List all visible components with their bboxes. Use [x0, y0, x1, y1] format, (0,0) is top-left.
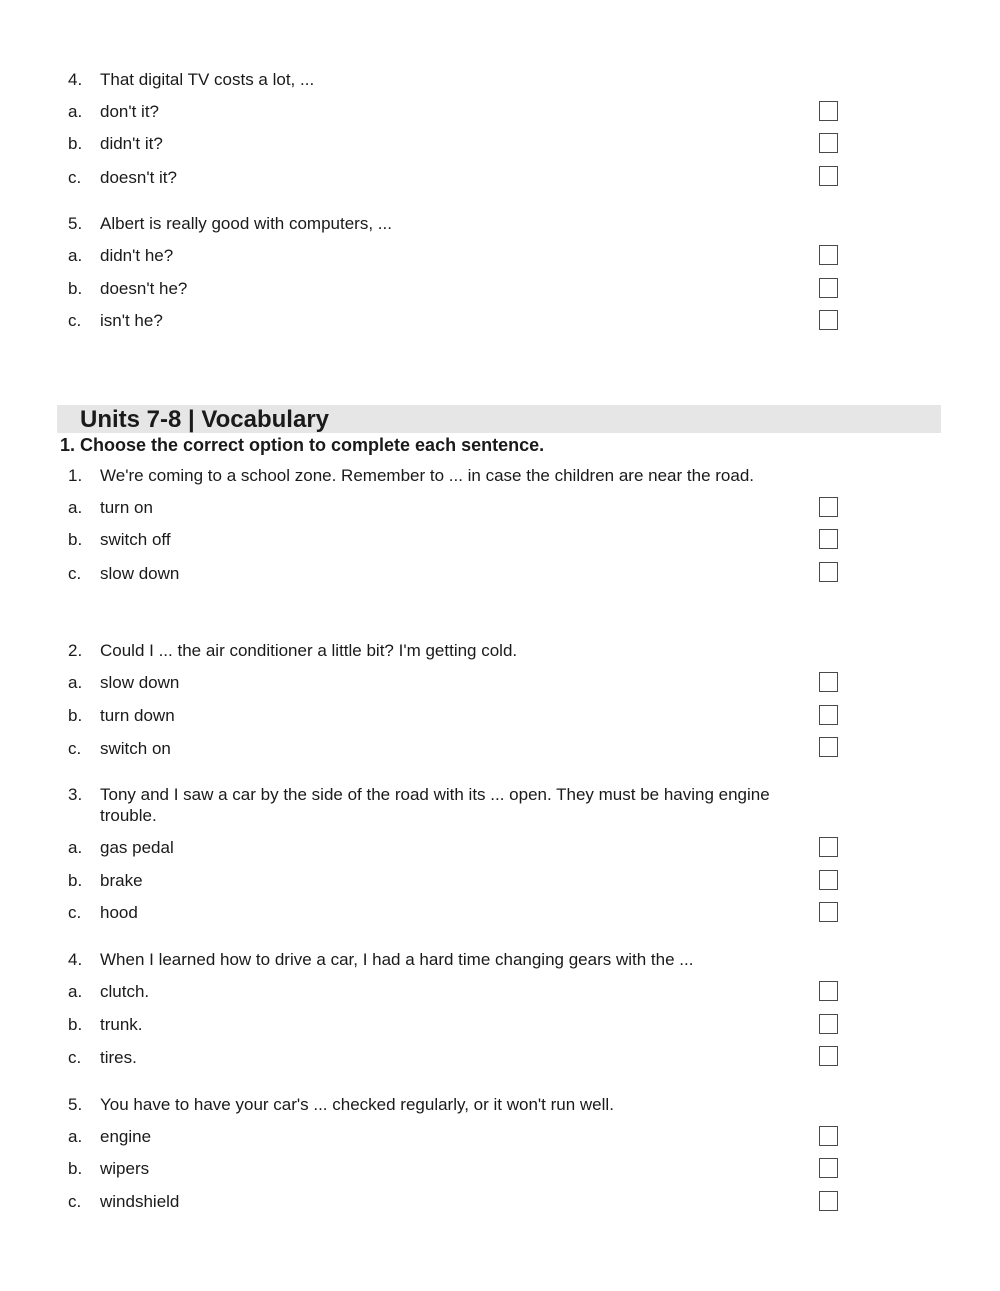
question-number: 5. [68, 214, 83, 233]
option-letter: a. [68, 246, 83, 265]
question-number: 4. [68, 950, 83, 969]
answer-checkbox[interactable] [819, 705, 838, 725]
option-letter: a. [68, 838, 83, 857]
answer-checkbox[interactable] [819, 981, 838, 1001]
answer-checkbox[interactable] [819, 278, 838, 298]
question-text: That digital TV costs a lot, ... [100, 70, 315, 89]
question-number: 2. [68, 641, 83, 660]
section-instruction: 1. Choose the correct option to complete each sentence. [60, 435, 545, 455]
option-text: brake [100, 871, 143, 890]
option-text: doesn't he? [100, 279, 188, 298]
question-text: Albert is really good with computers, ... [100, 214, 392, 233]
option-text: trunk. [100, 1015, 143, 1034]
option-text: hood [100, 903, 138, 922]
option-letter: a. [68, 1127, 83, 1146]
option-letter: b. [68, 1159, 83, 1178]
question-text: Tony and I saw a car by the side of the road with its ... open. They must be having engine trouble. [100, 785, 770, 825]
answer-checkbox[interactable] [819, 529, 838, 549]
option-letter: c. [68, 1192, 82, 1211]
answer-checkbox[interactable] [819, 1014, 838, 1034]
answer-checkbox[interactable] [819, 1046, 838, 1066]
option-letter: b. [68, 279, 83, 298]
question-number: 5. [68, 1095, 83, 1114]
option-text: switch on [100, 739, 171, 758]
option-text: gas pedal [100, 838, 174, 857]
answer-checkbox[interactable] [819, 245, 838, 265]
question-number: 1. [68, 466, 83, 485]
option-text: clutch. [100, 982, 150, 1001]
option-letter: b. [68, 134, 83, 153]
option-letter: c. [68, 903, 82, 922]
option-letter: a. [68, 102, 83, 121]
option-letter: c. [68, 168, 82, 187]
option-text: didn't it? [100, 134, 163, 153]
answer-checkbox[interactable] [819, 166, 838, 186]
option-text: slow down [100, 564, 180, 583]
option-letter: b. [68, 1015, 83, 1034]
option-letter: c. [68, 739, 82, 758]
option-letter: b. [68, 706, 83, 725]
option-text: switch off [100, 530, 171, 549]
answer-checkbox[interactable] [819, 902, 838, 922]
question-number: 4. [68, 70, 83, 89]
answer-checkbox[interactable] [819, 737, 838, 757]
option-letter: a. [68, 982, 83, 1001]
option-letter: a. [68, 673, 83, 692]
option-text: didn't he? [100, 246, 174, 265]
answer-checkbox[interactable] [819, 497, 838, 517]
option-text: engine [100, 1127, 152, 1146]
answer-checkbox[interactable] [819, 672, 838, 692]
question-text: When I learned how to drive a car, I had a hard time changing gears with the ... [100, 950, 694, 969]
option-letter: b. [68, 871, 83, 890]
answer-checkbox[interactable] [819, 133, 838, 153]
option-text: slow down [100, 673, 180, 692]
question-text: We're coming to a school zone. Remember to ... in case the children are near the road. [100, 466, 754, 485]
question-text: Could I ... the air conditioner a little bit? I'm getting cold. [100, 641, 518, 660]
option-text: wipers [100, 1159, 150, 1178]
answer-checkbox[interactable] [819, 310, 838, 330]
answer-checkbox[interactable] [819, 870, 838, 890]
answer-checkbox[interactable] [819, 101, 838, 121]
answer-checkbox[interactable] [819, 1158, 838, 1178]
option-text: isn't he? [100, 311, 163, 330]
answer-checkbox[interactable] [819, 837, 838, 857]
option-text: turn down [100, 706, 175, 725]
option-text: windshield [100, 1192, 180, 1211]
option-text: turn on [100, 498, 153, 517]
option-text: doesn't it? [100, 168, 177, 187]
option-letter: b. [68, 530, 83, 549]
answer-checkbox[interactable] [819, 1191, 838, 1211]
option-text: tires. [100, 1048, 137, 1067]
option-text: don't it? [100, 102, 160, 121]
answer-checkbox[interactable] [819, 1126, 838, 1146]
answer-checkbox[interactable] [819, 562, 838, 582]
option-letter: a. [68, 498, 83, 517]
option-letter: c. [68, 564, 82, 583]
section-title: Units 7-8 | Vocabulary [80, 406, 330, 433]
option-letter: c. [68, 311, 82, 330]
question-text: You have to have your car's ... checked regularly, or it won't run well. [100, 1095, 614, 1114]
question-number: 3. [68, 785, 83, 804]
option-letter: c. [68, 1048, 82, 1067]
